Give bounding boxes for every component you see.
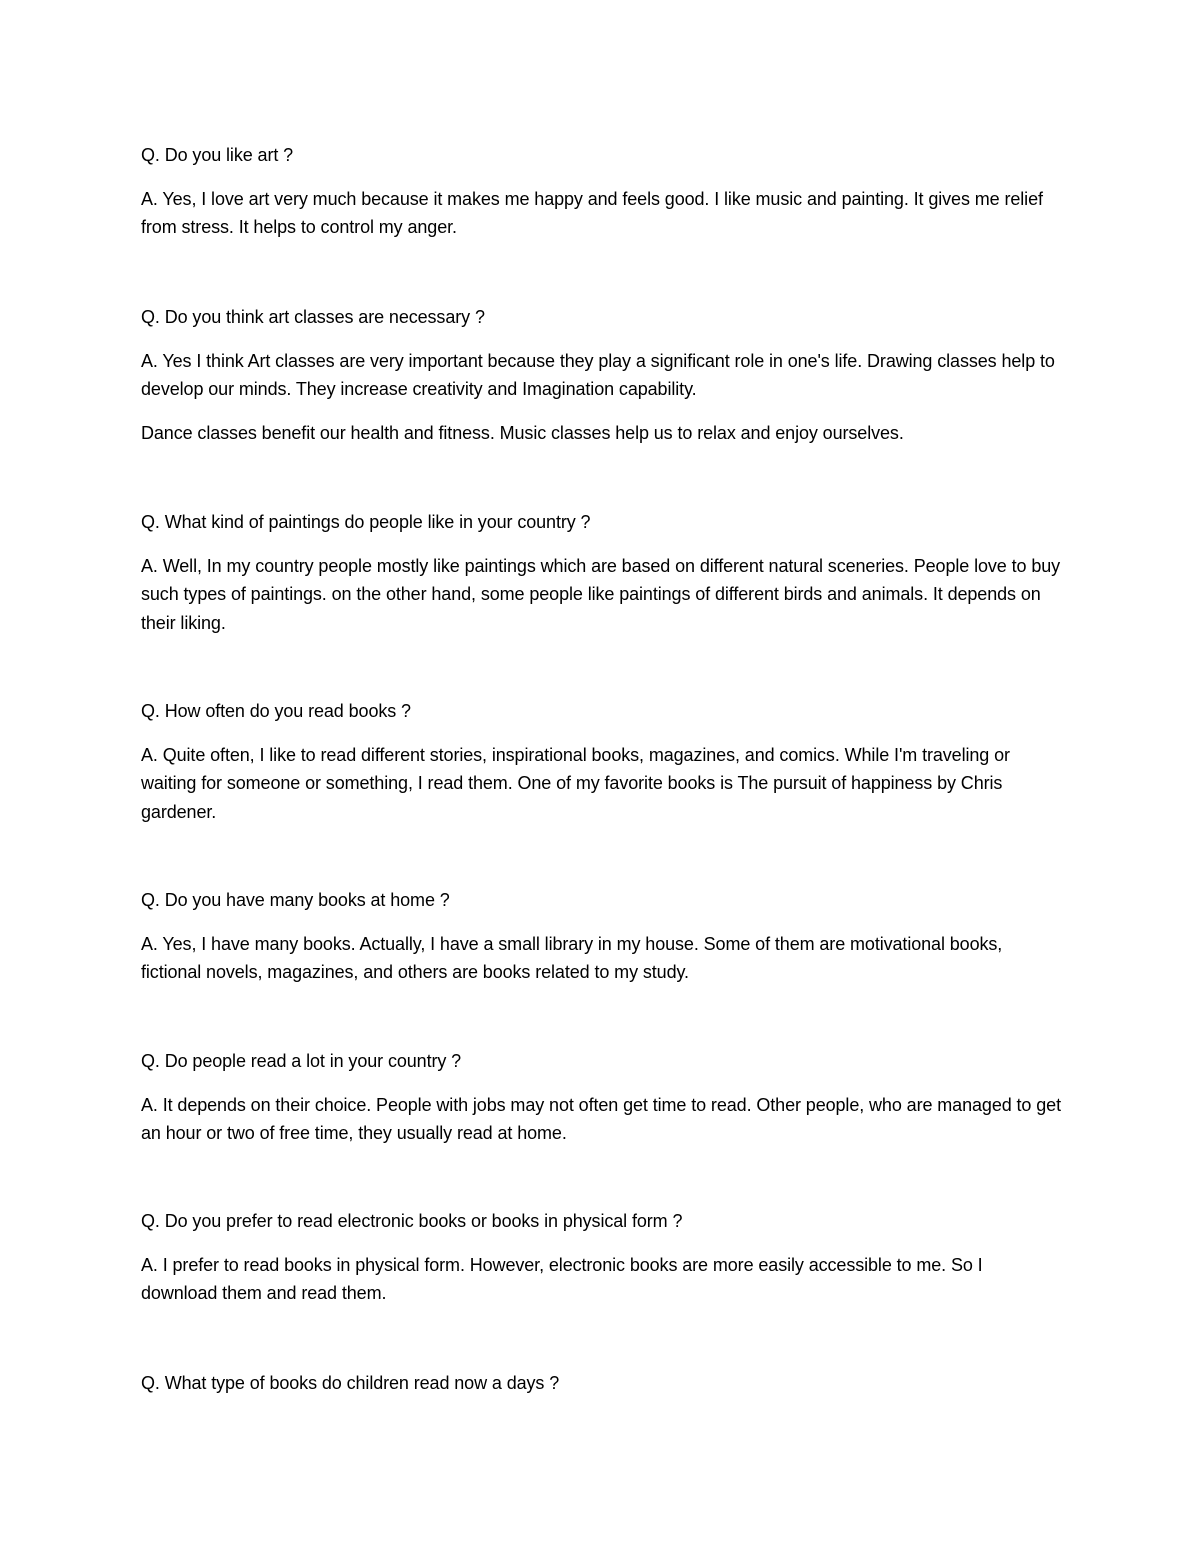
qa-item-7 bbox=[141, 1207, 1061, 1308]
question-text: Q. What type of books do children read now a days ? bbox=[141, 1373, 560, 1393]
question-text: Q. What kind of paintings do people like in your country ? bbox=[141, 512, 591, 532]
qa-item-2 bbox=[141, 303, 1061, 447]
answer-text: A. Yes, I have many books. Actually, I have a small library in my house. Some of them are motivational books, fictional novels, magazines, and others are books related to my study. bbox=[141, 933, 1003, 982]
qa-item-4 bbox=[141, 697, 1061, 826]
answer-text: A. Yes I think Art classes are very important because they play a significant role in one's life. Drawing classes help to develop our minds. They increase creativity and Imagination capability. bbox=[141, 350, 1055, 399]
question-text: Q. How often do you read books ? bbox=[141, 701, 411, 721]
question-text: Q. Do you have many books at home ? bbox=[141, 890, 450, 910]
answer-text: A. Yes, I love art very much because it makes me happy and feels good. I like music and painting. It gives me relief from stress. It helps to control my anger. bbox=[141, 188, 1043, 237]
question-text: Q. Do people read a lot in your country ? bbox=[141, 1051, 462, 1071]
qa-item-6 bbox=[141, 1047, 1061, 1148]
question-text: Q. Do you like art ? bbox=[141, 145, 294, 165]
answer-text: Dance classes benefit our health and fitness. Music classes help us to relax and enjoy ourselves. bbox=[141, 422, 904, 443]
qa-item-1 bbox=[141, 141, 1061, 242]
answer-text: A. I prefer to read books in physical form. However, electronic books are more easily accessible to me. So I download them and read them. bbox=[141, 1254, 983, 1303]
qa-item-3 bbox=[141, 508, 1061, 637]
answer-text: A. Quite often, I like to read different stories, inspirational books, magazines, and comics. While I'm traveling or waiting for someone or something, I read them. One of my favorite books is The pursuit of happiness by Chris gardener. bbox=[141, 744, 1010, 822]
question-text: Q. Do you prefer to read electronic books or books in physical form ? bbox=[141, 1211, 683, 1231]
answer-text: A. It depends on their choice. People with jobs may not often get time to read. Other people, who are managed to get an hour or two of free time, they usually read at home. bbox=[141, 1094, 1061, 1143]
qa-item-5 bbox=[141, 886, 1061, 987]
question-text: Q. Do you think art classes are necessary ? bbox=[141, 307, 485, 327]
answer-text: A. Well, In my country people mostly like paintings which are based on different natural sceneries. People love to buy such types of paintings. on the other hand, some people like paintings of different birds and animals. It depends on their liking. bbox=[141, 555, 1061, 633]
qa-item-8 bbox=[141, 1369, 1061, 1398]
